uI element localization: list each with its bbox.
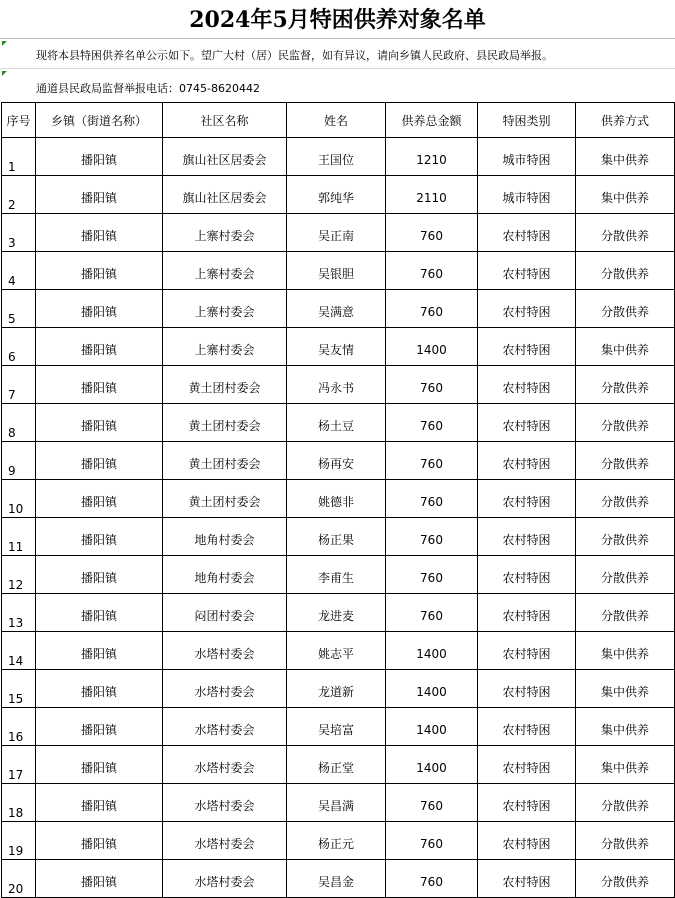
cell-community[interactable]: 水塔村委会 [163, 784, 287, 822]
cell-method[interactable]: 分散供养 [576, 366, 675, 404]
cell-town[interactable]: 播阳镇 [36, 214, 163, 252]
cell-name[interactable]: 吴友情 [287, 328, 386, 366]
hotline-text [0, 69, 675, 102]
cell-index[interactable]: 13 [2, 594, 36, 632]
cell-community[interactable]: 上寨村委会 [163, 214, 287, 252]
hotline-label: 通道县民政局监督举报电话：0745-8620442 [36, 82, 260, 95]
cell-amount[interactable]: 760 [386, 784, 478, 822]
cell-index[interactable]: 3 [2, 214, 36, 252]
cell-community[interactable]: 黄土团村委会 [163, 366, 287, 404]
cell-name[interactable]: 冯永书 [287, 366, 386, 404]
cell-town[interactable]: 播阳镇 [36, 518, 163, 556]
cell-index[interactable]: 14 [2, 632, 36, 670]
table-row [2, 746, 675, 784]
table-row [2, 328, 675, 366]
col-header-method[interactable]: 供养方式 [576, 103, 675, 138]
cell-name[interactable]: 姚德非 [287, 480, 386, 518]
cell-name[interactable]: 杨再安 [287, 442, 386, 480]
cell-index[interactable]: 7 [2, 366, 36, 404]
cell-name[interactable]: 王国位 [287, 138, 386, 176]
table-row [2, 480, 675, 518]
cell-amount[interactable]: 760 [386, 860, 478, 898]
cell-index[interactable]: 10 [2, 480, 36, 518]
cell-method[interactable]: 分散供养 [576, 518, 675, 556]
cell-index[interactable]: 18 [2, 784, 36, 822]
cell-method[interactable]: 分散供养 [576, 442, 675, 480]
table-row [2, 138, 675, 176]
cell-town[interactable]: 播阳镇 [36, 480, 163, 518]
recipients-table [1, 102, 675, 898]
cell-category[interactable]: 农村特困 [478, 556, 576, 594]
col-header-community[interactable]: 社区名称 [163, 103, 287, 138]
cell-town[interactable]: 播阳镇 [36, 328, 163, 366]
cell-index[interactable]: 8 [2, 404, 36, 442]
cell-index[interactable]: 16 [2, 708, 36, 746]
table-row [2, 290, 675, 328]
table-row [2, 632, 675, 670]
table-row [2, 214, 675, 252]
cell-community[interactable]: 旗山社区居委会 [163, 176, 287, 214]
table-row [2, 518, 675, 556]
cell-category[interactable]: 农村特困 [478, 214, 576, 252]
cell-index[interactable]: 17 [2, 746, 36, 784]
col-header-amount[interactable]: 供养总金额 [386, 103, 478, 138]
table-row [2, 252, 675, 290]
cell-amount[interactable]: 760 [386, 822, 478, 860]
cell-name[interactable]: 杨正堂 [287, 746, 386, 784]
cell-community[interactable]: 地角村委会 [163, 556, 287, 594]
cell-method[interactable]: 分散供养 [576, 480, 675, 518]
cell-amount[interactable]: 760 [386, 404, 478, 442]
table-row [2, 404, 675, 442]
table-row [2, 594, 675, 632]
table-row [2, 784, 675, 822]
table-row [2, 366, 675, 404]
cell-method[interactable]: 集中供养 [576, 138, 675, 176]
cell-amount[interactable]: 1400 [386, 328, 478, 366]
cell-name[interactable]: 龙进麦 [287, 594, 386, 632]
cell-town[interactable]: 播阳镇 [36, 822, 163, 860]
cell-amount[interactable]: 760 [386, 252, 478, 290]
cell-town[interactable]: 播阳镇 [36, 860, 163, 898]
cell-community[interactable]: 上寨村委会 [163, 252, 287, 290]
cell-name[interactable]: 吴正南 [287, 214, 386, 252]
cell-index[interactable]: 20 [2, 860, 36, 898]
cell-category[interactable]: 农村特困 [478, 480, 576, 518]
table-row [2, 556, 675, 594]
cell-name[interactable]: 吴昌满 [287, 784, 386, 822]
cell-method[interactable]: 集中供养 [576, 670, 675, 708]
cell-name[interactable]: 李甫生 [287, 556, 386, 594]
cell-category[interactable]: 农村特困 [478, 252, 576, 290]
cell-method[interactable]: 分散供养 [576, 290, 675, 328]
cell-index[interactable]: 12 [2, 556, 36, 594]
cell-index[interactable]: 11 [2, 518, 36, 556]
cell-name[interactable]: 郭纯华 [287, 176, 386, 214]
cell-method[interactable]: 集中供养 [576, 746, 675, 784]
col-header-category[interactable]: 特困类别 [478, 103, 576, 138]
col-header-name[interactable]: 姓名 [287, 103, 386, 138]
cell-name[interactable]: 杨正元 [287, 822, 386, 860]
cell-index[interactable]: 1 [2, 138, 36, 176]
cell-category[interactable]: 城市特困 [478, 138, 576, 176]
cell-community[interactable]: 水塔村委会 [163, 746, 287, 784]
cell-amount[interactable]: 1400 [386, 632, 478, 670]
table-row [2, 708, 675, 746]
col-header-town[interactable]: 乡镇（街道名称） [36, 103, 163, 138]
cell-community[interactable]: 地角村委会 [163, 518, 287, 556]
cell-method[interactable]: 分散供养 [576, 784, 675, 822]
cell-community[interactable]: 黄土团村委会 [163, 404, 287, 442]
cell-community[interactable]: 水塔村委会 [163, 822, 287, 860]
cell-name[interactable]: 姚志平 [287, 632, 386, 670]
cell-town[interactable]: 播阳镇 [36, 404, 163, 442]
col-header-index[interactable]: 序号 [2, 103, 36, 138]
cell-amount[interactable]: 760 [386, 556, 478, 594]
table-row [2, 860, 675, 898]
cell-community[interactable]: 水塔村委会 [163, 860, 287, 898]
cell-index[interactable]: 15 [2, 670, 36, 708]
table-row [2, 176, 675, 214]
cell-amount[interactable]: 760 [386, 214, 478, 252]
cell-community[interactable]: 闷团村委会 [163, 594, 287, 632]
cell-community[interactable]: 水塔村委会 [163, 708, 287, 746]
cell-amount[interactable]: 1210 [386, 138, 478, 176]
cell-method[interactable]: 集中供养 [576, 708, 675, 746]
cell-index[interactable]: 2 [2, 176, 36, 214]
cell-category[interactable]: 农村特困 [478, 594, 576, 632]
cell-category[interactable]: 农村特困 [478, 404, 576, 442]
cell-index[interactable]: 4 [2, 252, 36, 290]
table-row [2, 822, 675, 860]
cell-amount[interactable]: 1400 [386, 746, 478, 784]
cell-category[interactable]: 城市特困 [478, 176, 576, 214]
cell-amount[interactable]: 760 [386, 518, 478, 556]
cell-method[interactable]: 集中供养 [576, 176, 675, 214]
cell-category[interactable]: 农村特困 [478, 328, 576, 366]
cell-index[interactable]: 6 [2, 328, 36, 366]
cell-category[interactable]: 农村特困 [478, 442, 576, 480]
table-row [2, 670, 675, 708]
cell-category[interactable]: 农村特困 [478, 290, 576, 328]
notice-text [0, 39, 675, 69]
header-row [2, 103, 675, 138]
cell-name[interactable]: 龙道新 [287, 670, 386, 708]
cell-community[interactable]: 水塔村委会 [163, 670, 287, 708]
cell-category[interactable]: 农村特困 [478, 746, 576, 784]
cell-method[interactable]: 分散供养 [576, 404, 675, 442]
cell-index[interactable]: 9 [2, 442, 36, 480]
cell-name[interactable]: 杨正果 [287, 518, 386, 556]
cell-method[interactable]: 分散供养 [576, 822, 675, 860]
cell-comment-indicator-icon [2, 41, 7, 46]
page-title: 2024年5月特困供养对象名单 [0, 0, 675, 39]
cell-community[interactable]: 上寨村委会 [163, 290, 287, 328]
cell-town[interactable]: 播阳镇 [36, 632, 163, 670]
cell-category[interactable]: 农村特困 [478, 670, 576, 708]
cell-category[interactable]: 农村特困 [478, 366, 576, 404]
cell-town[interactable]: 播阳镇 [36, 138, 163, 176]
cell-method[interactable]: 分散供养 [576, 860, 675, 898]
cell-amount[interactable]: 760 [386, 290, 478, 328]
cell-category[interactable]: 农村特困 [478, 860, 576, 898]
cell-name[interactable]: 吴银胆 [287, 252, 386, 290]
cell-index[interactable]: 5 [2, 290, 36, 328]
cell-method[interactable]: 集中供养 [576, 632, 675, 670]
cell-category[interactable]: 农村特困 [478, 784, 576, 822]
table-row [2, 442, 675, 480]
cell-category[interactable]: 农村特困 [478, 632, 576, 670]
cell-method[interactable]: 分散供养 [576, 594, 675, 632]
cell-category[interactable]: 农村特困 [478, 822, 576, 860]
cell-amount[interactable]: 760 [386, 594, 478, 632]
cell-amount[interactable]: 760 [386, 366, 478, 404]
cell-town[interactable]: 播阳镇 [36, 442, 163, 480]
cell-name[interactable]: 吴培富 [287, 708, 386, 746]
cell-community[interactable]: 黄土团村委会 [163, 442, 287, 480]
cell-community[interactable]: 水塔村委会 [163, 632, 287, 670]
cell-town[interactable]: 播阳镇 [36, 784, 163, 822]
cell-amount[interactable]: 760 [386, 442, 478, 480]
cell-method[interactable]: 分散供养 [576, 252, 675, 290]
cell-town[interactable]: 播阳镇 [36, 290, 163, 328]
cell-amount[interactable]: 1400 [386, 670, 478, 708]
cell-name[interactable]: 杨土豆 [287, 404, 386, 442]
cell-town[interactable]: 播阳镇 [36, 556, 163, 594]
cell-town[interactable]: 播阳镇 [36, 176, 163, 214]
cell-method[interactable]: 分散供养 [576, 556, 675, 594]
cell-amount[interactable]: 2110 [386, 176, 478, 214]
cell-category[interactable]: 农村特困 [478, 518, 576, 556]
cell-comment-indicator-icon [2, 71, 7, 76]
cell-town[interactable]: 播阳镇 [36, 670, 163, 708]
cell-category[interactable]: 农村特困 [478, 708, 576, 746]
cell-amount[interactable]: 760 [386, 480, 478, 518]
cell-community[interactable]: 黄土团村委会 [163, 480, 287, 518]
cell-method[interactable]: 分散供养 [576, 214, 675, 252]
cell-town[interactable]: 播阳镇 [36, 746, 163, 784]
cell-town[interactable]: 播阳镇 [36, 708, 163, 746]
cell-town[interactable]: 播阳镇 [36, 252, 163, 290]
cell-community[interactable]: 上寨村委会 [163, 328, 287, 366]
cell-town[interactable]: 播阳镇 [36, 594, 163, 632]
cell-community[interactable]: 旗山社区居委会 [163, 138, 287, 176]
cell-name[interactable]: 吴昌金 [287, 860, 386, 898]
notice-label: 现将本县特困供养名单公示如下。望广大村（居）民监督，如有异议，请向乡镇人民政府、县民政局举报。 [36, 49, 553, 62]
cell-name[interactable]: 吴满意 [287, 290, 386, 328]
cell-amount[interactable]: 1400 [386, 708, 478, 746]
cell-town[interactable]: 播阳镇 [36, 366, 163, 404]
cell-index[interactable]: 19 [2, 822, 36, 860]
cell-method[interactable]: 集中供养 [576, 328, 675, 366]
